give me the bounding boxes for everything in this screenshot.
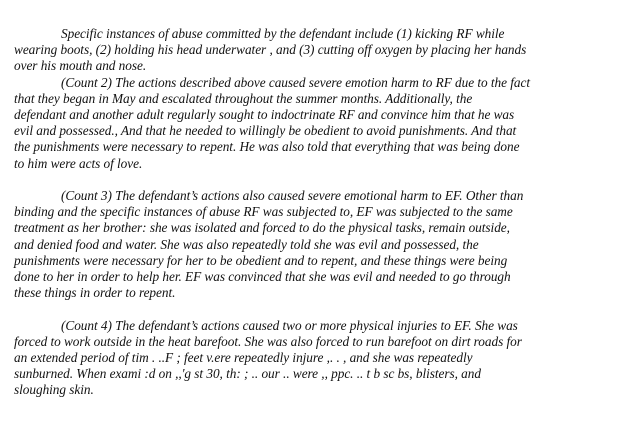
text-line: an extended period of tim . ..F ; feet v.ere repeatedly injure ,. . , and she was repeatedly <box>14 350 473 366</box>
text-line: sloughing skin. <box>14 382 94 398</box>
text-line: forced to work outside in the heat barefoot. She was also forced to run barefoot on dirt roads for <box>14 333 522 349</box>
text-line: (Count 3) The defendant’s actions also caused severe emotional harm to EF. Other than <box>61 188 524 204</box>
text-line: that they began in May and escalated throughout the summer months. Additionally, the <box>14 90 473 106</box>
text-line: evil and possessed., And that he needed to willingly be obedient to avoid punishments. And that <box>14 123 517 139</box>
paragraph-count-2 <box>14 75 626 172</box>
text-line: the punishments were necessary to repent. He was also told that everything that was being done <box>14 139 520 155</box>
paragraph-specific-instances <box>14 26 626 75</box>
paragraph-count-4 <box>14 318 626 399</box>
text-line: done to her in order to help her. EF was convinced that she was evil and needed to go through <box>14 269 511 285</box>
text-line: to him were acts of love. <box>14 155 143 171</box>
paragraph-spacer <box>14 301 626 317</box>
text-line: and denied food and water. She was also repeatedly told she was evil and possessed, the <box>14 236 479 252</box>
text-line: over his mouth and nose. <box>14 58 147 74</box>
text-line: wearing boots, (2) holding his head underwater , and (3) cutting off oxygen by placing her hands <box>14 42 527 58</box>
text-line: binding and the specific instances of abuse RF was subjected to, EF was subjected to the same <box>14 204 513 220</box>
text-line: sunburned. When exami :d on ,,'g st 30, th: ; .. our .. were ,, ppc. .. t b sc bs, blisters, and <box>14 366 481 382</box>
text-line: treatment as her brother: she was isolated and forced to do the physical tasks, remain outside, <box>14 220 510 236</box>
paragraph-count-3 <box>14 188 626 301</box>
paragraph-spacer <box>14 172 626 188</box>
text-line: defendant and another adult regularly sought to indoctrinate RF and convince him that he was <box>14 107 515 123</box>
text-line: punishments were necessary for her to be obedient and to repent, and these things were being <box>14 252 508 268</box>
text-line: Specific instances of abuse committed by the defendant include (1) kicking RF while <box>61 26 505 41</box>
text-line: (Count 4) The defendant’s actions caused two or more physical injuries to EF. She was <box>61 317 518 333</box>
text-line: these things in order to repent. <box>14 285 176 301</box>
text-line: (Count 2) The actions described above caused severe emotion harm to RF due to the fact <box>61 74 530 90</box>
document-page <box>14 26 626 399</box>
